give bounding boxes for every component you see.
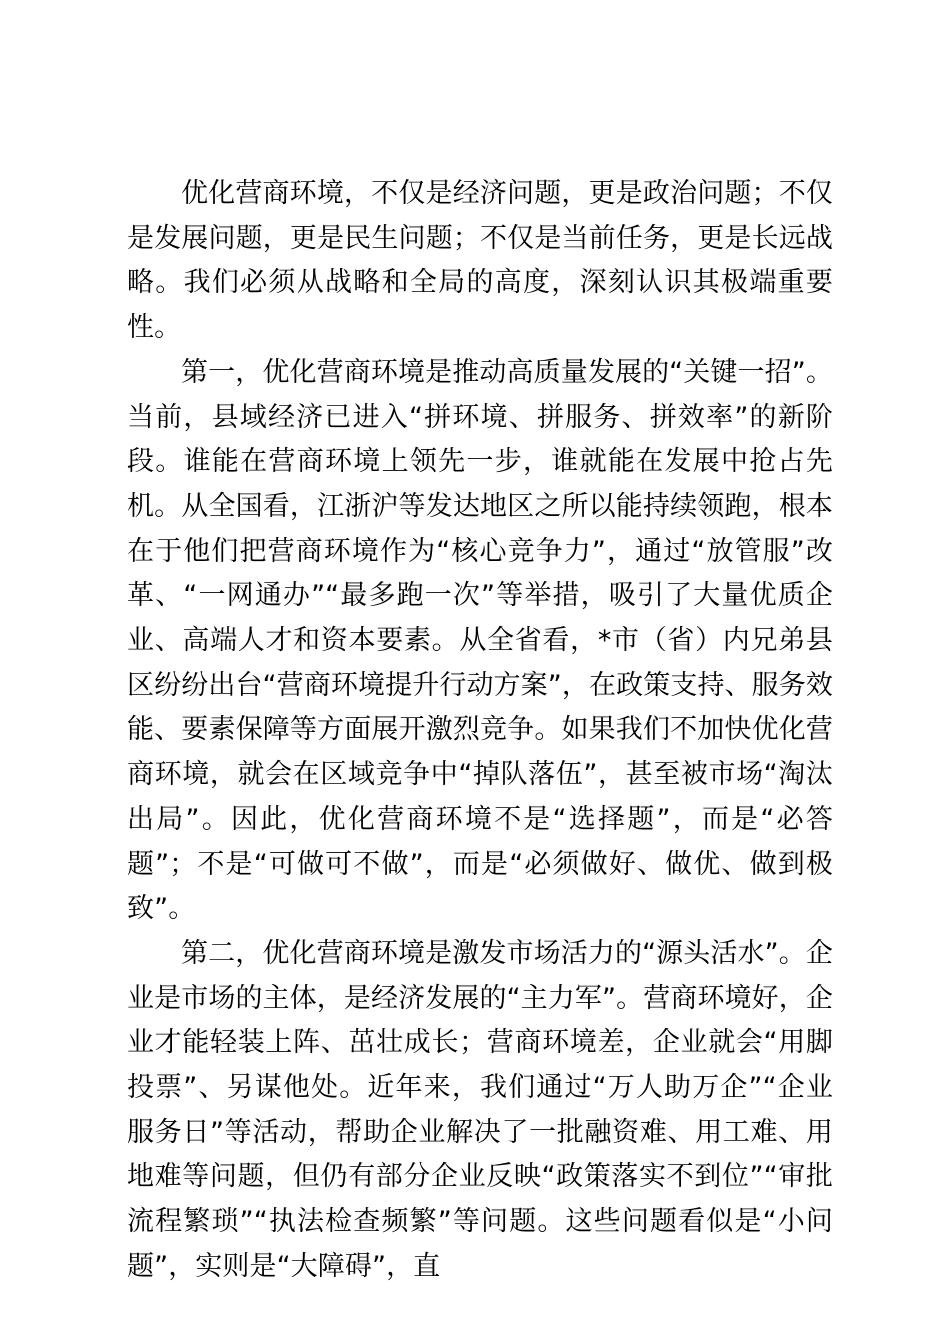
paragraph-second-point: 第二，优化营商环境是激发市场活力的“源头活水”。企业是市场的主体，是经济发展的“主力军”。营商环境好，企业才能轻装上阵、茁壮成长；营商环境差，企业就会“用脚投票”、另谋他处。近年来，我们通过“万人助万企”“企业服务日”等活动，帮助企业解决了一批融资难、用工难、用地难等问题，但仍有部分企业反映“政策落实不到位”“审批流程繁琐”“执法检查频繁”等问题。这些问题看似是“小问题”，实则是“大障碍”，直: [127, 937, 833, 1282]
paragraph-intro: 优化营商环境，不仅是经济问题，更是政治问题；不仅是发展问题，更是民生问题；不仅是当前任务，更是长远战略。我们必须从战略和全局的高度，深刻认识其极端重要性。: [127, 178, 833, 344]
document-body: [127, 172, 833, 1290]
paragraph-first-point: 第一，优化营商环境是推动高质量发展的“关键一招”。当前，县域经济已进入“拼环境、拼服务、拼效率”的新阶段。谁能在营商环境上领先一步，谁就能在发展中抢占先机。从全国看，江浙沪等发达地区之所以能持续领跑，根本在于他们把营商环境作为“核心竞争力”，通过“放管服”改革、“一网通办”“最多跑一次”等举措，吸引了大量优质企业、高端人才和资本要素。从全省看，*市（省）内兄弟县区纷纷出台“营商环境提升行动方案”，在政策支持、服务效能、要素保障等方面展开激烈竞争。如果我们不加快优化营商环境，就会在区域竞争中“掉队落伍”，甚至被市场“淘汰出局”。因此，优化营商环境不是“选择题”，而是“必答题”；不是“可做可不做”，而是“必须做好、做优、做到极致”。: [127, 356, 833, 925]
